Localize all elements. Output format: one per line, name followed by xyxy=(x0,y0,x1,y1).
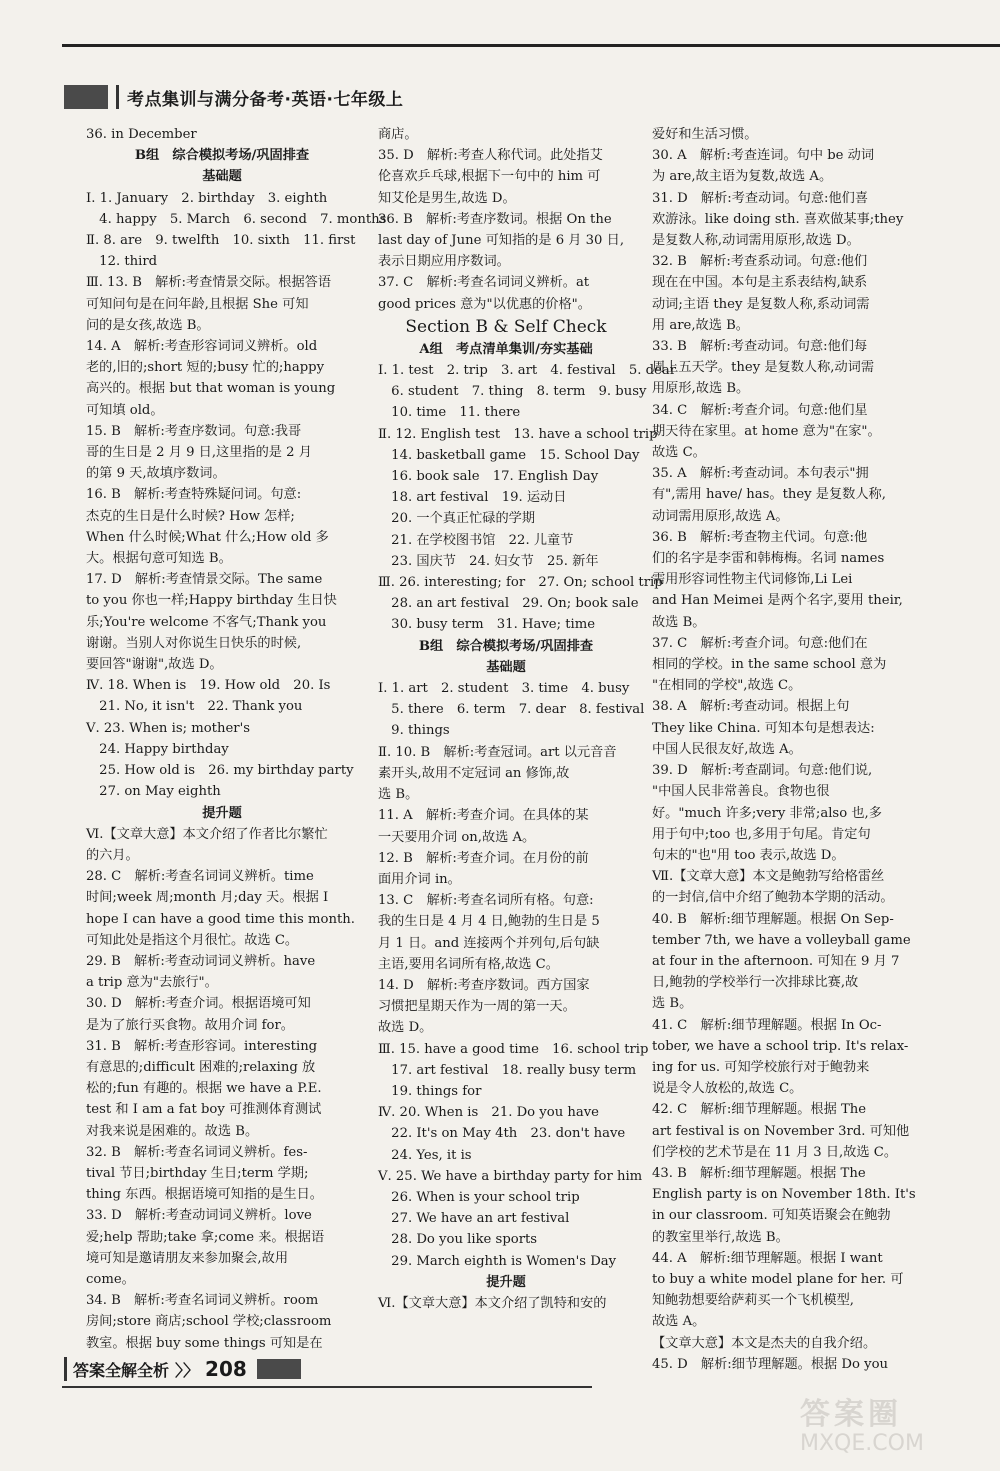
answer-line: 6. student 7. thing 8. term 9. busy xyxy=(378,384,647,400)
header-decor-block xyxy=(64,85,108,109)
answer-column-1 xyxy=(86,124,387,1354)
answer-line: to you 你也一样;Happy birthday 生日快 xyxy=(86,593,337,609)
answer-line: 36. in December xyxy=(86,127,197,142)
answer-line: 的一封信,信中介绍了鲍勃本学期的活动。 xyxy=(652,890,894,906)
answer-line: 有意思的;difficult 困难的;relaxing 放 xyxy=(86,1059,316,1075)
answer-line: 要回答"谢谢",故选 D。 xyxy=(86,657,223,673)
answer-line: 句末的"也"用 too 表示,故选 D。 xyxy=(652,847,845,863)
answer-line: "在相同的学校",故选 C。 xyxy=(652,678,802,694)
answer-line: 可知填 old。 xyxy=(86,402,164,418)
answer-line: 34. C 解析:考查介词。句意:他们星 xyxy=(652,402,868,418)
answer-line: 32. B 解析:考查系动词。句意:他们 xyxy=(652,254,868,270)
answer-line: 欢游泳。like doing sth. 喜欢做某事;they xyxy=(652,211,904,227)
answer-line: 期天待在家里。at home 意为"在家"。 xyxy=(652,423,881,439)
answer-line: 现在在中国。本句是主系表结构,缺系 xyxy=(652,275,868,291)
answer-line: 12. B 解析:考查介词。在月份的前 xyxy=(378,850,589,866)
answer-line: 们的名字是李雷和韩梅梅。名词 names xyxy=(652,551,885,567)
answer-line: 是为了旅行买食物。故用介词 for。 xyxy=(86,1017,294,1033)
answer-line: 故选 D。 xyxy=(378,1020,433,1036)
answer-line: 我的生日是 4 月 4 日,鲍勃的生日是 5 xyxy=(378,914,600,930)
answer-line: 提升题 xyxy=(486,1274,526,1290)
footer-label: 答案全解全析 xyxy=(73,1360,170,1380)
answer-line: Ⅳ. 20. When is 21. Do you have xyxy=(378,1105,599,1121)
answer-line: come。 xyxy=(86,1271,135,1287)
book-title: 考点集训与满分备考·英语·七年级上 xyxy=(127,89,404,110)
answer-column-3 xyxy=(652,124,932,1375)
bottom-rule xyxy=(62,1386,592,1388)
answer-line: 18. art festival 19. 运动日 xyxy=(378,490,567,506)
answer-line: Ⅱ. 12. English test 13. have a school trip xyxy=(378,426,658,442)
answer-line: 选 B。 xyxy=(652,996,693,1012)
answer-line: art festival is on November 3rd. 可知他 xyxy=(652,1123,910,1139)
answer-line: Ⅰ. 1. test 2. trip 3. art 4. festival 5. dear xyxy=(378,363,677,379)
answer-line: 45. D 解析:细节理解题。根据 Do you xyxy=(652,1356,889,1372)
answer-line: 37. C 解析:考查名词词义辨析。at xyxy=(378,275,590,291)
answer-line: thing 东西。根据语境可知指的是生日。 xyxy=(86,1187,323,1203)
answer-line: 日,鲍勃的学校举行一次排球比赛,故 xyxy=(652,975,859,991)
answer-line: Ⅴ. 23. When is; mother's xyxy=(86,720,250,736)
answer-line: 33. D 解析:考查动词词义辨析。love xyxy=(86,1208,312,1224)
answer-line: 问的是女孩,故选 B。 xyxy=(86,317,210,333)
answer-line: 17. art festival 18. really busy term xyxy=(378,1062,637,1078)
answer-line: Section B & Self Check xyxy=(405,316,607,337)
answer-line: Ⅴ. 25. We have a birthday party for him xyxy=(378,1168,643,1184)
answer-line: 14. D 解析:考查序数词。西方国家 xyxy=(378,977,590,993)
answer-line: 伦喜欢乒乓球,根据下一句中的 him 可 xyxy=(378,169,601,185)
answer-line: 爱好和生活习惯。 xyxy=(652,127,758,142)
answer-line: 20. 一个真正忙碌的学期 xyxy=(378,511,536,527)
footer-divider xyxy=(64,1357,67,1381)
answer-line: 相同的学校。in the same school 意为 xyxy=(652,657,887,673)
answer-line: 31. D 解析:考查动词。句意:他们喜 xyxy=(652,190,869,206)
answer-line: 24. Yes, it is xyxy=(378,1147,472,1163)
answer-line: test 和 I am a fat boy 可推测体育测试 xyxy=(86,1102,322,1118)
answer-line: 31. B 解析:考查形容词。interesting xyxy=(86,1038,318,1054)
answer-line: 房间;store 商店;school 学校;classroom xyxy=(86,1314,332,1330)
answer-line: 14. A 解析:考查形容词词义辨析。old xyxy=(86,339,318,355)
answer-line: Ⅵ.【文章大意】本文介绍了作者比尔繁忙 xyxy=(86,826,328,842)
answer-line: "中国人民非常善良。食物也很 xyxy=(652,784,830,800)
answer-line: A组 考点清单集训/夯实基础 xyxy=(419,341,593,357)
answer-line: ing for us. 可知学校旅行对于鲍勃来 xyxy=(652,1059,870,1075)
answer-line: 商店。 xyxy=(378,127,418,142)
answer-line: last day of June 可知指的是 6 月 30 日, xyxy=(378,233,625,249)
answer-line: 42. C 解析:细节理解题。根据 The xyxy=(652,1102,867,1118)
answer-line: tival 节日;birthday 生日;term 学期; xyxy=(86,1165,309,1181)
answer-line: 40. B 解析:细节理解题。根据 On Sep- xyxy=(652,911,894,927)
answer-line: 有",需用 have/ has。they 是复数人称, xyxy=(652,487,886,503)
answer-line: 22. It's on May 4th 23. don't have xyxy=(378,1126,626,1142)
answer-line: 素开头,故用不定冠词 an 修饰,故 xyxy=(378,765,570,781)
answer-line: 好。"much 许多;very 非常;also 也,多 xyxy=(652,805,882,821)
answer-line: 10. time 11. there xyxy=(378,405,521,421)
answer-line: and Han Meimei 是两个名字,要用 their, xyxy=(652,593,903,609)
answer-line: 表示日期应用序数词。 xyxy=(378,254,510,270)
answer-line: 基础题 xyxy=(202,169,242,185)
answer-line: 的第 9 天,故填序数词。 xyxy=(86,466,226,482)
answer-line: 26. When is your school trip xyxy=(378,1189,580,1205)
answer-line: 30. D 解析:考查介词。根据语境可知 xyxy=(86,996,311,1012)
answer-line: Ⅰ. 1. January 2. birthday 3. eighth xyxy=(86,190,328,206)
answer-line: 谢谢。当别人对你说生日快乐的时候, xyxy=(86,635,302,651)
answer-line: 16. B 解析:考查特殊疑问词。句意: xyxy=(86,487,302,503)
answer-line: 35. D 解析:考查人称代词。此处指艾 xyxy=(378,148,603,164)
answer-line: 主语,要用名词所有格,故选 C。 xyxy=(378,956,559,972)
answer-line: 28. C 解析:考查名词词义辨析。time xyxy=(86,869,314,885)
answer-line: 动词;主语 they 是复数人称,系动词需 xyxy=(652,296,870,312)
answer-line: 大。根据句意可知选 B。 xyxy=(86,551,232,567)
answer-line: 21. 在学校图书馆 22. 儿童节 xyxy=(378,532,574,548)
answer-line: 习惯把星期天作为一周的第一天。 xyxy=(378,999,576,1015)
answer-line: 9. things xyxy=(378,723,450,739)
answer-line: When 什么时候;What 什么;How old 多 xyxy=(86,529,329,545)
answer-line: 37. C 解析:考查介词。句意:他们在 xyxy=(652,635,868,651)
answer-line: B组 综合模拟考场/巩固排查 xyxy=(418,638,594,654)
watermark-url: MXQE.COM xyxy=(800,1431,924,1456)
answer-line: 21. No, it isn't 22. Thank you xyxy=(86,699,303,715)
answer-line: 28. an art festival 29. On; book sale xyxy=(378,596,639,612)
answer-line: 是复数人称,动词需用原形,故选 D。 xyxy=(652,233,860,249)
answer-line: 故选 A。 xyxy=(652,1314,706,1330)
answer-line: a trip 意为"去旅行"。 xyxy=(86,975,218,991)
answer-line: 教室。根据 buy some things 可知是在 xyxy=(86,1335,323,1351)
answer-line: 16. book sale 17. English Day xyxy=(378,469,599,485)
answer-line: tober, we have a school trip. It's relax- xyxy=(652,1038,909,1054)
answer-line: 用 are,故选 B。 xyxy=(652,317,749,333)
answer-line: 乐;You're welcome 不客气;Thank you xyxy=(86,614,327,630)
answer-line: good prices 意为"以优惠的价格"。 xyxy=(378,296,591,312)
answer-line: 39. D 解析:考查副词。句意:他们说, xyxy=(652,763,873,779)
answer-line: Ⅲ. 15. have a good time 16. school trip xyxy=(378,1041,649,1057)
answer-line: 19. things for xyxy=(378,1083,482,1099)
chevron-right-icon: 〉〉 xyxy=(175,1360,200,1380)
answer-line: 知艾伦是男生,故选 D。 xyxy=(378,190,516,206)
answer-line: 用于句中;too 也,多用于句尾。肯定句 xyxy=(652,826,871,842)
answer-line: Ⅱ. 10. B 解析:考查冠词。art 以元音音 xyxy=(378,744,617,760)
answer-line: 基础题 xyxy=(486,659,526,675)
answer-line: 44. A 解析:细节理解题。根据 I want xyxy=(652,1250,883,1266)
answer-line: 时间;week 周;month 月;day 天。根据 I xyxy=(86,890,329,906)
answer-line: English party is on November 18th. It's xyxy=(652,1187,916,1203)
answer-line: 面用介词 in。 xyxy=(378,871,461,887)
answer-line: hope I can have a good time this month. xyxy=(86,911,355,927)
answer-line: 17. D 解析:考查情景交际。The same xyxy=(86,572,323,588)
answer-line: 29. B 解析:考查动词词义辨析。have xyxy=(86,953,316,969)
answer-line: Ⅱ. 8. are 9. twelfth 10. sixth 11. first xyxy=(86,233,356,249)
answer-line: 33. B 解析:考查动词。句意:他们每 xyxy=(652,339,868,355)
answer-line: 【文章大意】本文是杰夫的自我介绍。 xyxy=(652,1335,877,1351)
answer-line: 周上五天学。they 是复数人称,动词需 xyxy=(652,360,875,376)
answer-column-2 xyxy=(378,124,677,1314)
page-footer xyxy=(64,1356,301,1382)
answer-line: Ⅵ.【文章大意】本文介绍了凯特和安的 xyxy=(378,1295,607,1311)
answer-line: 25. How old is 26. my birthday party xyxy=(86,763,354,779)
answer-line: 35. A 解析:考查动词。本句表示"拥 xyxy=(652,466,869,482)
answer-line: 们学校的艺术节是在 11 月 3 日,故选 C。 xyxy=(652,1144,898,1160)
answer-line: 30. busy term 31. Have; time xyxy=(378,617,596,633)
answer-line: at four in the afternoon. 可知在 9 月 7 xyxy=(652,953,900,969)
watermark xyxy=(800,1398,924,1456)
answer-line: 为 are,故主语为复数,故选 A。 xyxy=(652,169,833,185)
answer-line: 的六月。 xyxy=(86,847,139,863)
answer-line: 30. A 解析:考查连词。句中 be 动词 xyxy=(652,148,875,164)
answer-line: 36. B 解析:考查序数词。根据 On the xyxy=(378,211,612,227)
answer-line: 4. happy 5. March 6. second 7. months xyxy=(86,211,387,227)
answer-line: 境可知是邀请朋友来参加聚会,故用 xyxy=(86,1250,289,1266)
answer-line: 动词需用原形,故选 A。 xyxy=(652,508,789,524)
footer-decor-block xyxy=(257,1359,301,1379)
answer-line: 27. on May eighth xyxy=(86,784,221,800)
answer-line: 杰克的生日是什么时候? How 怎样; xyxy=(86,508,295,524)
answer-line: 28. Do you like sports xyxy=(378,1232,538,1248)
answer-line: Ⅰ. 1. art 2. student 3. time 4. busy xyxy=(378,681,630,697)
answer-line: 43. B 解析:细节理解题。根据 The xyxy=(652,1165,866,1181)
answer-line: 32. B 解析:考查名词词义辨析。fes- xyxy=(86,1144,308,1160)
answer-line: 38. A 解析:考查动词。根据上句 xyxy=(652,699,850,715)
answer-line: 5. there 6. term 7. dear 8. festival xyxy=(378,702,645,718)
answer-line: 14. basketball game 15. School Day xyxy=(378,447,640,463)
answer-line: 知鲍勃想要给萨莉买一个飞机模型, xyxy=(652,1293,855,1309)
answer-line: 41. C 解析:细节理解题。根据 In Oc- xyxy=(652,1017,882,1033)
answer-line: Ⅳ. 18. When is 19. How old 20. Is xyxy=(86,678,331,694)
page-header xyxy=(64,84,403,110)
answer-line: 13. C 解析:考查名词所有格。句意: xyxy=(378,893,594,909)
answer-line: Ⅲ. 13. B 解析:考查情景交际。根据答语 xyxy=(86,275,332,291)
answer-line: 一天要用介词 on,故选 A。 xyxy=(378,829,536,845)
answer-line: Ⅲ. 26. interesting; for 27. On; school trip xyxy=(378,575,663,591)
answer-line: 15. B 解析:考查序数词。句意:我哥 xyxy=(86,423,302,439)
answer-line: 的教室里举行,故选 B。 xyxy=(652,1229,789,1245)
answer-line: 说是令人放松的,故选 C。 xyxy=(652,1081,803,1097)
answer-line: 29. March eighth is Women's Day xyxy=(378,1253,617,1269)
answer-line: to buy a white model plane for her. 可 xyxy=(652,1271,904,1287)
answer-line: 月 1 日。and 连接两个并列句,后句缺 xyxy=(378,935,600,951)
top-rule xyxy=(62,44,1000,47)
answer-line: 23. 国庆节 24. 妇女节 25. 新年 xyxy=(378,553,599,569)
answer-line: 12. third xyxy=(86,254,158,270)
answer-line: 34. B 解析:考查名词词义辨析。room xyxy=(86,1293,319,1309)
answer-line: 11. A 解析:考查介词。在具体的某 xyxy=(378,808,589,824)
answer-line: 中国人民很友好,故选 A。 xyxy=(652,741,802,757)
answer-line: 松的;fun 有趣的。根据 we have a P.E. xyxy=(86,1081,322,1097)
answer-line: 24. Happy birthday xyxy=(86,741,229,757)
answer-line: 36. B 解析:考查物主代词。句意:他 xyxy=(652,529,868,545)
answer-line: Ⅶ.【文章大意】本文是鲍勃写给格雷丝 xyxy=(652,869,885,885)
answer-line: 老的,旧的;short 短的;busy 忙的;happy xyxy=(86,360,325,376)
answer-line: B组 综合模拟考场/巩固排查 xyxy=(134,148,310,164)
answer-line: 用原形,故选 B。 xyxy=(652,381,750,397)
answer-line: 哥的生日是 2 月 9 日,这里指的是 2 月 xyxy=(86,445,312,461)
answer-line: 对我来说是困难的。故选 B。 xyxy=(86,1123,259,1139)
answer-line: 需用形容词性物主代词修饰,Li Lei xyxy=(652,572,853,588)
answer-line: 27. We have an art festival xyxy=(378,1211,570,1227)
answer-line: tember 7th, we have a volleyball game xyxy=(652,932,911,948)
answer-line: 故选 B。 xyxy=(652,614,706,630)
answer-line: 高兴的。根据 but that woman is young xyxy=(86,381,336,397)
answer-line: 可知此处是指这个月很忙。故选 C。 xyxy=(86,932,299,948)
page-number: 208 xyxy=(205,1357,247,1381)
watermark-text: 答案圈 xyxy=(800,1397,902,1432)
answer-line: They like China. 可知本句是想表达: xyxy=(652,720,875,736)
answer-line: 提升题 xyxy=(202,805,242,821)
answer-line: in our classroom. 可知英语聚会在鲍勃 xyxy=(652,1208,891,1224)
answer-line: 可知问句是在问年龄,且根据 She 可知 xyxy=(86,296,309,312)
answer-line: 爱;help 帮助;take 拿;come 来。根据语 xyxy=(86,1229,325,1245)
answer-line: 故选 C。 xyxy=(652,445,706,461)
header-divider xyxy=(116,85,119,109)
answer-line: 选 B。 xyxy=(378,787,419,803)
